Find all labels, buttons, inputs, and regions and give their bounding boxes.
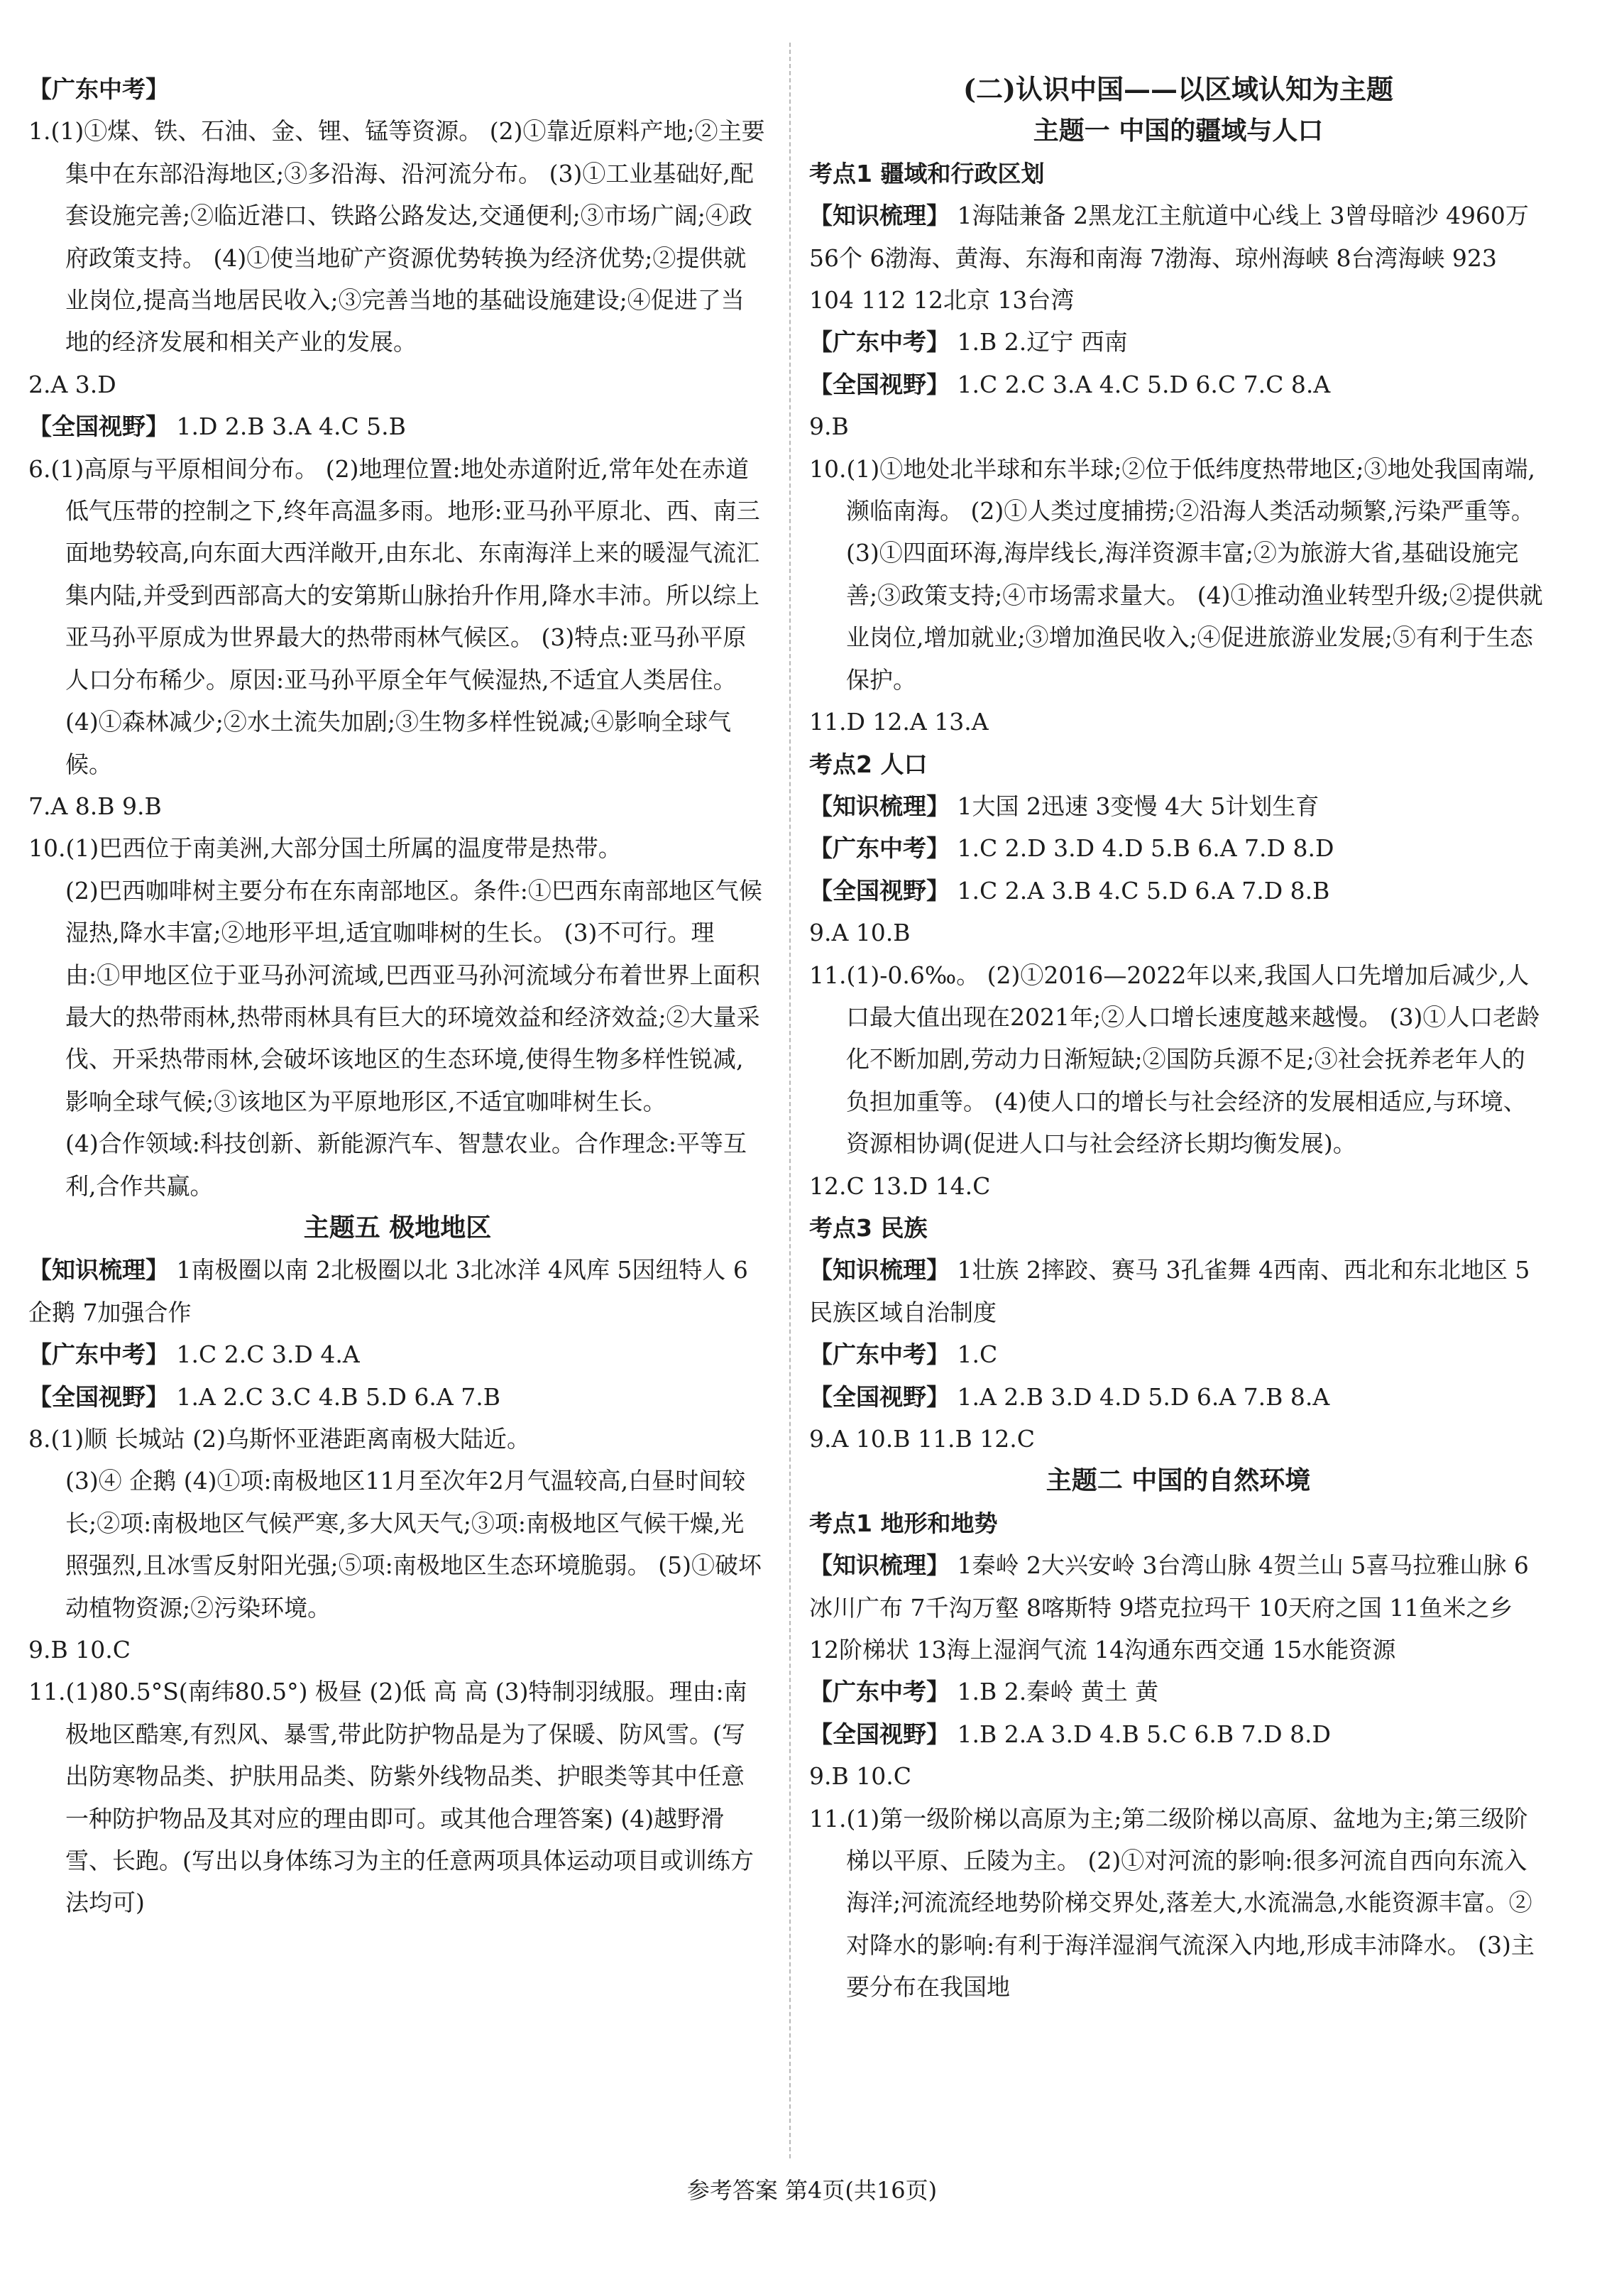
topic-heading: 主题五 极地地区 xyxy=(303,1212,492,1242)
section-tag: 【知识梳理】 xyxy=(809,1256,950,1284)
answer-item: 8.(1)顺 长城站 (2)乌斯怀亚港距离南极大陆近。 xyxy=(28,1425,530,1453)
section-tag: 【广东中考】 xyxy=(809,1340,950,1369)
tag-content: 1.C xyxy=(950,1340,998,1369)
tagged-answer-line xyxy=(28,1333,767,1375)
topic-heading: 主题一 中国的疆域与人口 xyxy=(1033,116,1324,146)
answer-item: 11.(1)第一级阶梯以高原为主;第二级阶梯以高原、盆地为主;第三级阶梯以平原、丘陵为主。 (2)①对河流的影响:很多河流自西向东流入海洋;河流流经地势阶梯交界处,落差大,水流湍急,水能资源丰富。②对降水的影响:有利于海洋湿润气流深入内地,形成丰沛降水。 (3)主要分布在我国地 xyxy=(809,1804,1535,2001)
answer-line: 9.B 10.C xyxy=(809,1762,911,1791)
answer-subitem: (4)①森林减少;②水土流失加剧;③生物多样性锐减;④影响全球气候。 xyxy=(65,708,732,778)
tagged-answer-line xyxy=(809,1249,1547,1333)
tag-content: 1.B 2.秦岭 黄土 黄 xyxy=(950,1678,1159,1706)
tagged-answer-line xyxy=(809,1713,1547,1755)
answer-item: 10.(1)巴西位于南美洲,大部分国土所属的温度带是热带。 xyxy=(28,834,622,863)
tagged-answer-line xyxy=(809,785,1547,827)
section-tag: 【知识梳理】 xyxy=(809,202,950,230)
tagged-answer-line xyxy=(28,68,767,110)
tag-content: 1.D 2.B 3.A 4.C 5.B xyxy=(169,413,406,441)
tag-content: 1.C 2.A 3.B 4.C 5.D 6.A 7.D 8.B xyxy=(950,876,1330,905)
section-tag: 【广东中考】 xyxy=(809,834,950,863)
tag-content: 1.B 2.A 3.D 4.B 5.C 6.B 7.D 8.D xyxy=(950,1720,1332,1748)
section-tag: 【知识梳理】 xyxy=(28,1256,169,1284)
tagged-answer-line xyxy=(809,1376,1547,1418)
section-tag: 【全国视野】 xyxy=(809,1720,950,1748)
section-tag: 【全国视野】 xyxy=(809,876,950,905)
right-column xyxy=(809,68,1547,2009)
tagged-answer-line xyxy=(28,1376,767,1418)
answer-item: 6.(1)高原与平原相间分布。 (2)地理位置:地处赤道附近,常年处在赤道低气压带的控制之下,终年高温多雨。地形:亚马孙平原北、西、南三面地势较高,向东面大西洋敞开,由东北、东南海洋上来的暖湿气流汇集内陆,并受到西部高大的安第斯山脉抬升作用,降水丰沛。所以综上亚马孙平原成为世界最大的热带雨林气候区。 (3)特点:亚马孙平原人口分布稀少。原因:亚马孙平原全年气候湿热,不适宜人类居住。 xyxy=(28,454,760,694)
answer-item: 10.(1)①地处北半球和东半球;②位于低纬度热带地区;③地处我国南端,濒临南海。 (2)①人类过度捕捞;②沿海人类活动频繁,污染严重等。 (3)①四面环海,海岸线长,海洋资源丰富;②为旅游大省,基础设施完善;③政策支持;④市场需求量大。 (4)①推动渔业转型升级;②提供就业岗位,增加就业;③增加渔民收入;④促进旅游业发展;⑤有利于生态保护。 xyxy=(809,454,1543,694)
answer-line: 11.D 12.A 13.A xyxy=(809,708,989,736)
kaodian-heading: 考点3 民族 xyxy=(809,1213,928,1242)
section-tag: 【全国视野】 xyxy=(28,413,169,441)
tagged-answer-line xyxy=(809,364,1547,405)
tagged-answer-line xyxy=(809,827,1547,869)
tagged-answer-line xyxy=(28,1249,767,1333)
answer-line: 12.C 13.D 14.C xyxy=(809,1172,991,1200)
section-tag: 【广东中考】 xyxy=(809,1678,950,1706)
tag-content: 1.C 2.C 3.A 4.C 5.D 6.C 7.C 8.A xyxy=(950,370,1331,398)
kaodian-heading: 考点2 人口 xyxy=(809,750,928,778)
answer-line: 7.A 8.B 9.B xyxy=(28,792,162,820)
tag-content: 1.A 2.C 3.C 4.B 5.D 6.A 7.B xyxy=(169,1382,500,1411)
kaodian-heading: 考点1 地形和地势 xyxy=(809,1509,998,1537)
answer-line: 9.A 10.B xyxy=(809,919,911,947)
section-tag: 【全国视野】 xyxy=(28,1382,169,1411)
tag-content: 1大国 2迅速 3变慢 4大 5计划生育 xyxy=(950,792,1320,820)
tagged-answer-line xyxy=(28,405,767,447)
answer-item: 11.(1)80.5°S(南纬80.5°) 极昼 (2)低 高 高 (3)特制羽绒服。理由:南极地区酷寒,有烈风、暴雪,带此防护物品是为了保暖、防风雪。(写出防寒物品类、护肤用品类、防紫外线物品类、护眼类等其中任意一种防护物品及其对应的理由即可。或其他合理答案) (4)越野滑雪、长跑。(写出以身体练习为主的任意两项具体运动项目或训练方法均可) xyxy=(28,1678,754,1917)
section-tag: 【广东中考】 xyxy=(809,328,950,356)
answer-line: 2.A 3.D xyxy=(28,370,116,398)
tag-content: 1.B 2.辽宁 西南 xyxy=(950,328,1128,356)
topic-heading: 主题二 中国的自然环境 xyxy=(1046,1465,1311,1496)
answer-subitem: (4)合作领域:科技创新、新能源汽车、智慧农业。合作理念:平等互利,合作共赢。 xyxy=(65,1130,747,1200)
left-column xyxy=(28,68,767,1924)
section-tag: 【广东中考】 xyxy=(28,75,169,103)
tagged-answer-line xyxy=(809,1544,1547,1671)
answer-subitem: (2)巴西咖啡树主要分布在东南部地区。条件:①巴西东南部地区气候湿热,降水丰富;②地形平坦,适宜咖啡树的生长。 (3)不可行。理由:①甲地区位于亚马孙河流域,巴西亚马孙河流域分布着世界上面积最大的热带雨林,热带雨林具有巨大的环境效益和经济效益;②大量采伐、开采热带雨林,会破坏该地区的生态环境,使得生物多样性锐减,影响全球气候;③该地区为平原地形区,不适宜咖啡树生长。 xyxy=(65,876,762,1115)
answer-line: 9.B xyxy=(809,413,849,441)
answer-item: 1.(1)①煤、铁、石油、金、锂、锰等资源。 (2)①靠近原料产地;②主要集中在东部沿海地区;③多沿海、沿河流分布。 (3)①工业基础好,配套设施完善;②临近港口、铁路公路发达,交通便利;③市场广阔;④政府政策支持。 (4)①使当地矿产资源优势转换为经济优势;②提供就业岗位,提高当地居民收入;③完善当地的基础设施建设;④促进了当地的经济发展和相关产业的发展。 xyxy=(28,117,765,356)
tag-content: 1壮族 2摔跤、赛马 3孔雀舞 4西南、西北和东北地区 5民族区域自治制度 xyxy=(809,1256,1530,1326)
tagged-answer-line xyxy=(809,1333,1547,1375)
answer-subitem: (3)④ 企鹅 (4)①项:南极地区11月至次年2月气温较高,白昼时间较长;②项:南极地区气候严寒,多大风天气;③项:南极地区气候干燥,光照强烈,且冰雪反射阳光强;⑤项:南极地区生态环境脆弱。 (5)①破坏动植物资源;②污染环境。 xyxy=(65,1467,762,1622)
answer-line: 9.B 10.C xyxy=(28,1636,131,1664)
tag-content: 1.A 2.B 3.D 4.D 5.D 6.A 7.B 8.A xyxy=(950,1382,1330,1411)
kaodian-heading: 考点1 疆域和行政区划 xyxy=(809,159,1045,187)
tagged-answer-line xyxy=(809,1671,1547,1713)
section-tag: 【全国视野】 xyxy=(809,1382,950,1411)
column-divider xyxy=(789,43,791,2158)
page-footer: 参考答案 第4页(共16页) xyxy=(686,2177,938,2204)
section-tag: 【广东中考】 xyxy=(28,1340,169,1369)
tagged-answer-line xyxy=(809,195,1547,321)
section-tag: 【知识梳理】 xyxy=(809,792,950,820)
section-title: (二)认识中国——以区域认知为主题 xyxy=(963,73,1393,105)
tagged-answer-line xyxy=(809,321,1547,363)
tag-content: 1秦岭 2大兴安岭 3台湾山脉 4贺兰山 5喜马拉雅山脉 6冰川广布 7千沟万壑 8喀斯特 9塔克拉玛干 10天府之国 11鱼米之乡 12阶梯状 13海上湿润气流 14沟通东西交通 15水能资源 xyxy=(809,1551,1529,1664)
tag-content: 1.C 2.D 3.D 4.D 5.B 6.A 7.D 8.D xyxy=(950,834,1334,863)
section-tag: 【知识梳理】 xyxy=(809,1551,950,1580)
tag-content: 1海陆兼备 2黑龙江主航道中心线上 3曾母暗沙 4960万 56个 6渤海、黄海、东海和南海 7渤海、琼州海峡 8台湾海峡 923 104 112 12北京 13台湾 xyxy=(809,202,1529,315)
answer-item: 11.(1)-0.6‰。 (2)①2016—2022年以来,我国人口先增加后减少,人口最大值出现在2021年;②人口增长速度越来越慢。 (3)①人口老龄化不断加剧,劳动力日渐短缺;②国防兵源不足;③社会抚养老年人的负担加重等。 (4)使人口的增长与社会经济的发展相适应,与环境、资源相协调(促进人口与社会经济长期均衡发展)。 xyxy=(809,961,1540,1158)
tag-content: 1南极圈以南 2北极圈以北 3北冰洋 4风库 5因纽特人 6企鹅 7加强合作 xyxy=(28,1256,748,1326)
tag-content: 1.C 2.C 3.D 4.A xyxy=(169,1340,360,1369)
answer-line: 9.A 10.B 11.B 12.C xyxy=(809,1425,1035,1453)
tagged-answer-line xyxy=(809,870,1547,912)
section-tag: 【全国视野】 xyxy=(809,370,950,398)
